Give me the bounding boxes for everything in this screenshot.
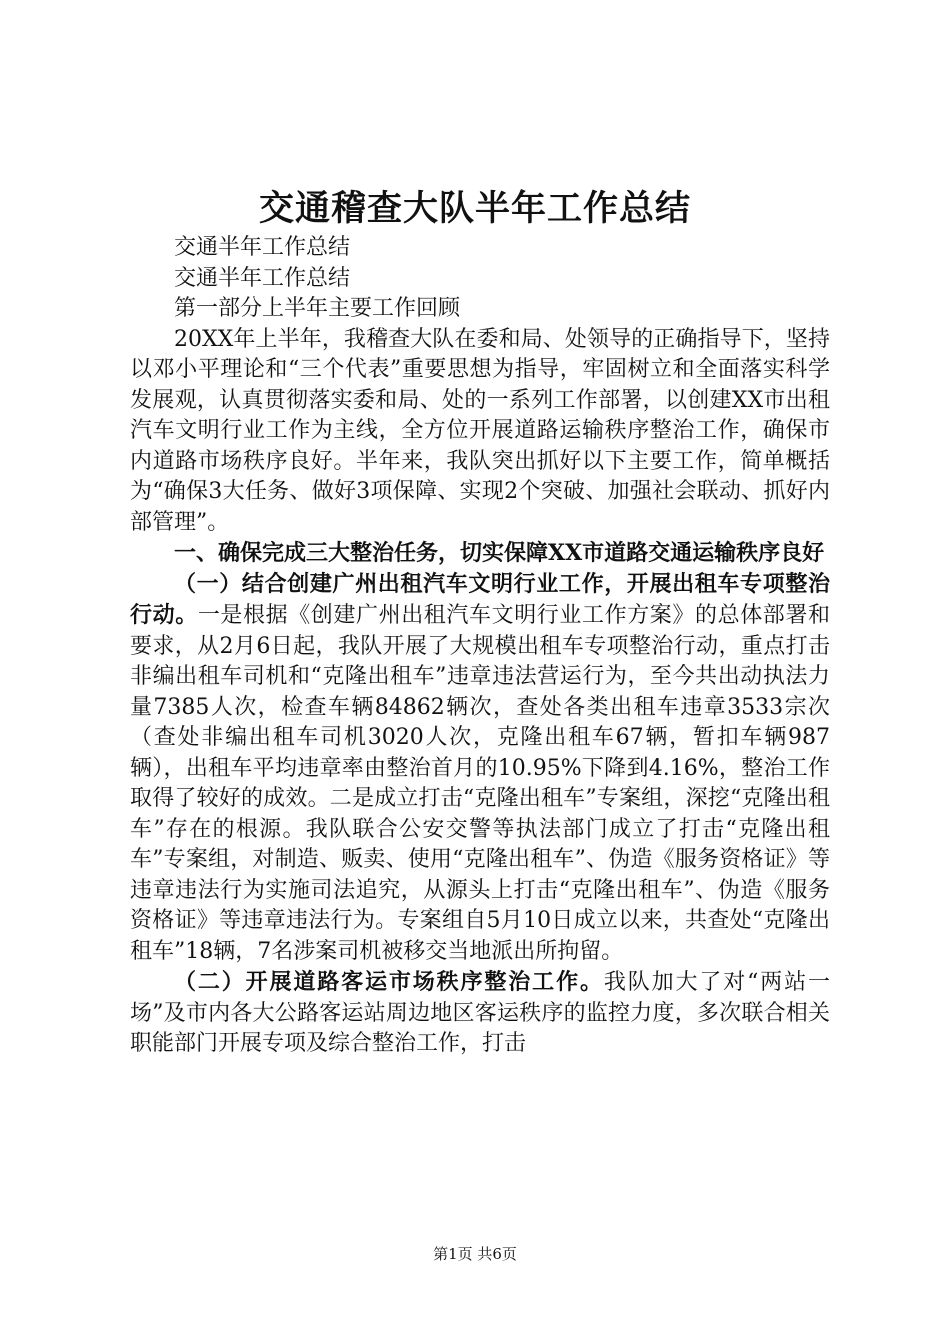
sub1-heading: （一）结合创建广州出租汽车文明行业工作，开展出租车专项整治行动。 xyxy=(130,570,830,628)
paragraph-sub1 xyxy=(130,569,830,968)
page-footer: 第1页 共6页 xyxy=(433,1245,517,1263)
sub2-heading: （二）开展道路客运市场秩序整治工作。 xyxy=(174,969,604,995)
document-body xyxy=(130,233,830,1060)
paragraph-sub2 xyxy=(130,967,830,1060)
sub2-text: 我队加大了对“两站一场”及市内各大公路客运站周边地区客运秩序的监控力度，多次联合相关职能部门开展专项及综合整治工作，打击 xyxy=(130,970,830,1056)
document-title: 交通稽查大队半年工作总结 xyxy=(258,188,691,229)
subtitle-line-1: 交通半年工作总结 xyxy=(174,235,351,260)
sub1-text: 一是根据《创建广州出租汽车文明行业工作方案》的总体部署和要求，从2月6日起，我队开展了大规模出租车专项整治行动，重点打击非编出租车司机和“克隆出租车”违章违法营运行为，至今共出动执法力量7385人次，检查车辆84862辆次，查处各类出租车违章3533宗次（查处非编出租车司机3020人次，克隆出租车67辆，暂扣车辆987辆），出租车平均违章率由整治首月的10.95%下降到4.16%，整治工作取得了较好的成效。二是成立打击“克隆出租车”专案组，深挖“克隆出租车”存在的根源。我队联合公安交警等执法部门成立了打击“克隆出租车”专案组，对制造、贩卖、使用“克隆出租车”、伪造《服务资格证》等违章违法行为实施司法追究，从源头上打击“克隆出租车”、伪造《服务资格证》等违章违法行为。专案组自5月10日成立以来，共查处“克隆出租车”18辆，7名涉案司机被移交当地派出所拘留。 xyxy=(130,603,830,964)
section-heading-part-one: 第一部分上半年主要工作回顾 xyxy=(174,296,461,321)
subtitle-line-2: 交通半年工作总结 xyxy=(174,265,351,291)
intro-paragraph: 20XX年上半年，我稽查大队在委和局、处领导的正确指导下，坚持以邓小平理论和“三个代表”重要思想为指导，牢固树立和全面落实科学发展观，认真贯彻落实委和局、处的一系列工作部署，以创建XX市出租汽车文明行业工作为主线，全方位开展道路运输秩序整治工作，确保市内道路市场秩序良好。半年来，我队突出抓好以下主要工作，简单概括为“确保3大任务、做好3项保障、实现2个突破、加强社会联动、抓好内部管理”。 xyxy=(130,326,830,535)
heading-one: 一、确保完成三大整治任务，切实保障XX市道路交通运输秩序良好 xyxy=(174,540,825,566)
